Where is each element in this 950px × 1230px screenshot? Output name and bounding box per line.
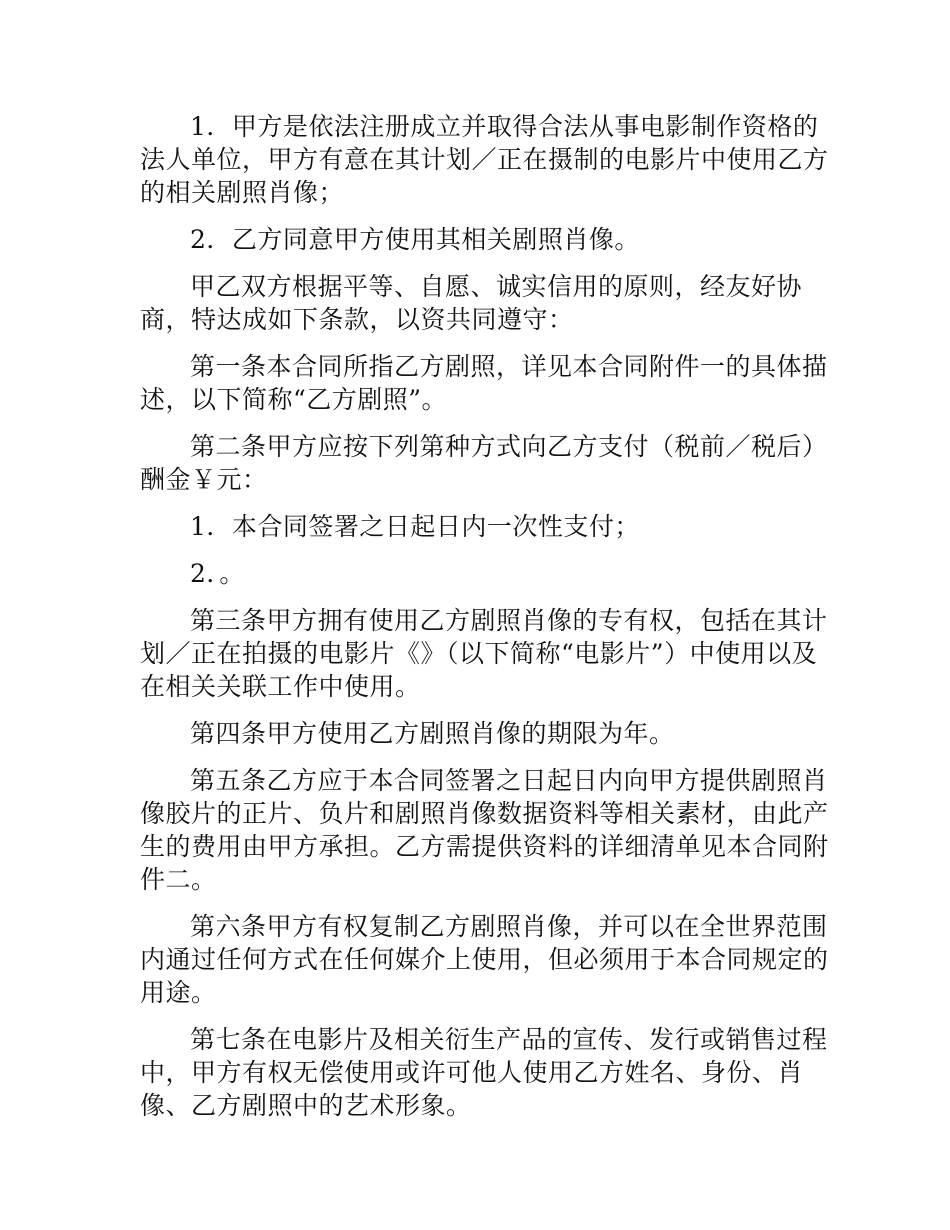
paragraph-article-2: 第二条甲方应按下列第种方式向乙方支付（税前／税后）酬金￥元： bbox=[140, 432, 828, 494]
paragraph-principles: 甲乙双方根据平等、自愿、诚实信用的原则，经友好协商，特达成如下条款，以资共同遵守： bbox=[140, 272, 803, 334]
paragraph-article-3: 第三条甲方拥有使用乙方剧照肖像的专有权，包括在其计划／正在拍摄的电影片《》（以下简称“电影片”）中使用以及在相关关联工作中使用。 bbox=[140, 606, 828, 701]
paragraph-article-6: 第六条甲方有权复制乙方剧照肖像，并可以在全世界范围内通过任何方式在任何媒介上使用，但必须用于本合同规定的用途。 bbox=[140, 912, 829, 1007]
paragraph-article-5: 第五条乙方应于本合同签署之日起日内向甲方提供剧照肖像胶片的正片、负片和剧照肖像数据资料等相关素材，由此产生的费用由甲方承担。乙方需提供资料的详细清单见本合同附件二。 bbox=[140, 766, 829, 894]
paragraph-payment-option-1: 1．本合同签署之日起日内一次性支付； bbox=[190, 512, 640, 541]
paragraph-article-4: 第四条甲方使用乙方剧照肖像的期限为年。 bbox=[190, 719, 675, 748]
paragraph-payment-option-2: 2．。 bbox=[190, 559, 245, 588]
paragraph-premise-1: 1．甲方是依法注册成立并取得合法从事电影制作资格的法人单位，甲方有意在其计划／正在摄制的电影片中使用乙方的相关剧照肖像； bbox=[140, 112, 829, 207]
paragraph-article-7: 第七条在电影片及相关衍生产品的宣传、发行或销售过程中，甲方有权无偿使用或许可他人使用乙方姓名、身份、肖像、乙方剧照中的艺术形象。 bbox=[140, 1025, 828, 1120]
paragraph-premise-2: 2．乙方同意甲方使用其相关剧照肖像。 bbox=[190, 225, 640, 254]
paragraph-article-1: 第一条本合同所指乙方剧照，详见本合同附件一的具体描述，以下简称“乙方剧照”。 bbox=[140, 352, 828, 414]
document-body bbox=[140, 110, 830, 1136]
